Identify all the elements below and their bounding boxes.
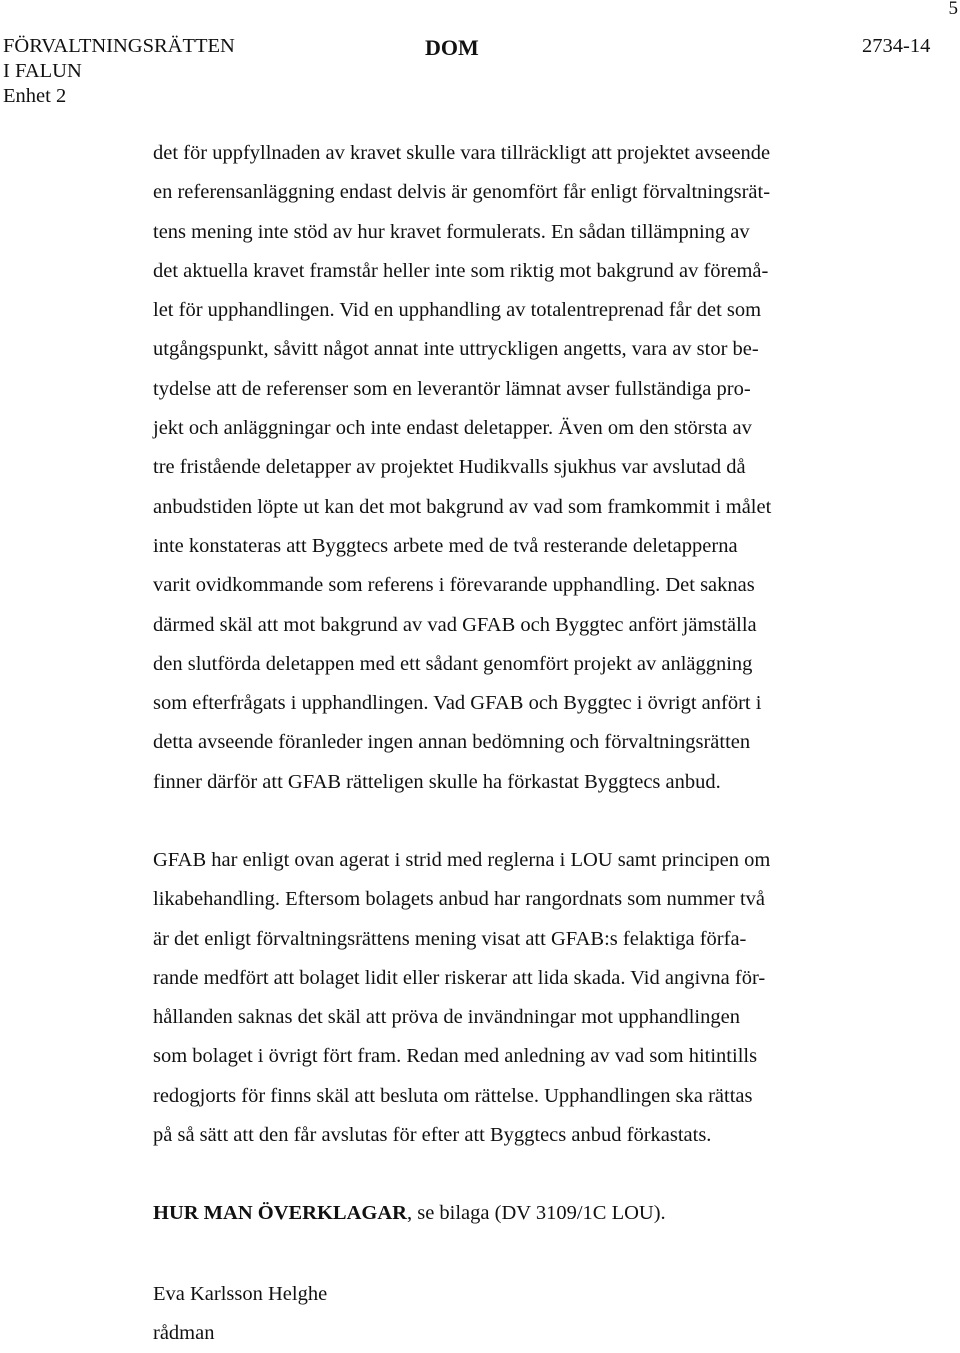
court-unit: Enhet 2	[3, 85, 67, 107]
appeal-reference: , se bilaga (DV 3109/1C LOU).	[406, 1202, 666, 1224]
text-line: detta avseende föranleder ingen annan bedömning och förvaltningsrätten	[153, 731, 751, 754]
text-line: inte konstateras att Byggtecs arbete med de två resterande deletapperna	[153, 534, 738, 557]
text-line: utgångspunkt, såvitt något annat inte uttryckligen angetts, vara av stor be-	[153, 338, 759, 361]
page-number: 5	[948, 0, 958, 19]
appeal-heading: HUR MAN ÖVERKLAGAR	[153, 1202, 407, 1224]
text-line: tens mening inte stöd av hur kravet formulerats. En sådan tillämpning av	[153, 220, 750, 243]
signature-block	[153, 1275, 327, 1353]
court-name-line1: FÖRVALTNINGSRÄTTEN	[3, 35, 235, 57]
appeal-instructions	[153, 1197, 666, 1229]
court-header	[3, 34, 235, 109]
text-line: en referensanläggning endast delvis är genomfört får enligt förvaltningsrät-	[153, 181, 771, 204]
text-line: därmed skäl att mot bakgrund av vad GFAB och Byggtec anfört jämställa	[153, 613, 757, 636]
court-name-line2: I FALUN	[3, 60, 82, 82]
text-line: som bolaget i övrigt fört fram. Redan med anledning av vad som hitintills	[153, 1045, 758, 1068]
text-line: som efterfrågats i upphandlingen. Vad GFAB och Byggtec i övrigt anfört i	[153, 692, 762, 715]
paragraph-assessment	[153, 134, 853, 802]
text-line: let för upphandlingen. Vid en upphandling av totalentreprenad får det som	[153, 299, 762, 322]
text-line: redogjorts för finns skäl att besluta om rättelse. Upphandlingen ska rättas	[153, 1084, 753, 1107]
text-line: är det enligt förvaltningsrättens mening visat att GFAB:s felaktiga förfa-	[153, 927, 747, 950]
text-line: det aktuella kravet framstår heller inte som riktig mot bakgrund av föremå-	[153, 259, 769, 282]
text-line: varit ovidkommande som referens i förevarande upphandling. Det saknas	[153, 574, 755, 597]
text-line: finner därför att GFAB rätteligen skulle ha förkastat Byggtecs anbud.	[153, 770, 721, 793]
text-line: den slutförda deletappen med ett sådant genomfört projekt av anläggning	[153, 652, 753, 675]
text-line: det för uppfyllnaden av kravet skulle vara tillräckligt att projektet avseende	[153, 142, 771, 164]
text-line: GFAB har enligt ovan agerat i strid med reglerna i LOU samt principen om	[153, 849, 771, 871]
text-line: anbudstiden löpte ut kan det mot bakgrund av vad som framkommit i målet	[153, 495, 772, 518]
signatory-title: rådman	[153, 1322, 215, 1344]
text-line: jekt och anläggningar och inte endast deletapper. Även om den största av	[153, 417, 752, 440]
document-type: DOM	[425, 35, 479, 60]
text-line: tydelse att de referenser som en leverantör lämnat avser fullständiga pro-	[153, 377, 751, 400]
signatory-name: Eva Karlsson Helghe	[153, 1283, 328, 1305]
case-number: 2734-14	[862, 35, 931, 57]
document-body	[153, 134, 853, 1344]
text-line: likabehandling. Eftersom bolagets anbud har rangordnats som nummer två	[153, 888, 765, 911]
text-line: tre fristående deletapper av projektet Hudikvalls sjukhus var avslutad då	[153, 456, 746, 479]
text-line: på så sätt att den får avslutas för efter att Byggtecs anbud förkastats.	[153, 1124, 712, 1147]
paragraph-conclusion	[153, 841, 770, 1155]
text-line: hållanden saknas det skäl att pröva de invändningar mot upphandlingen	[153, 1006, 740, 1029]
text-line: rande medfört att bolaget lidit eller riskerar att lida skada. Vid angivna för-	[153, 966, 766, 989]
